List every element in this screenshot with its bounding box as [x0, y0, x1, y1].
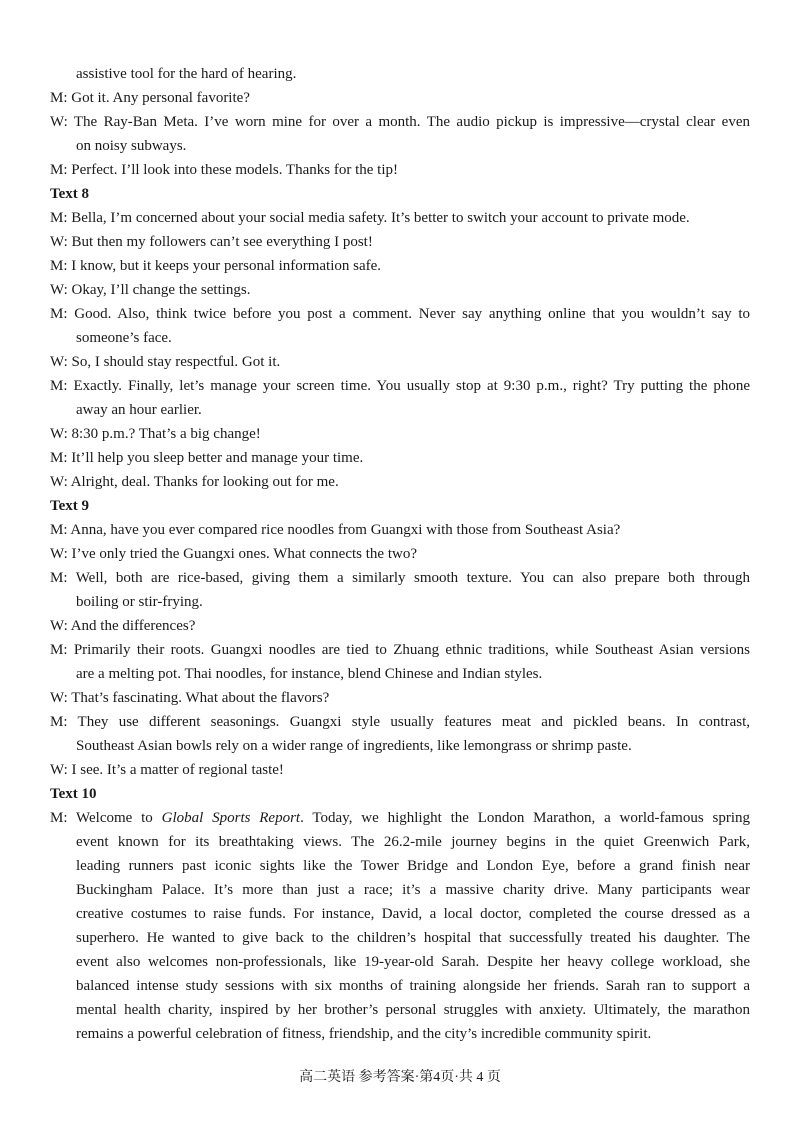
text9-line: boiling or stir-frying.	[76, 594, 203, 610]
text8-line: W: 8:30 p.m.? That’s a big change!	[50, 426, 261, 442]
text10-line: balanced intense study sessions with six months of training alongside her friends. Sarah ran to support a	[76, 978, 750, 994]
text10-line: superhero. He wanted to give back to the children’s hospital that successfully treated his daughter. The	[76, 930, 750, 946]
text9-line: W: I’ve only tried the Guangxi ones. What connects the two?	[50, 546, 417, 562]
text9-line: M: Well, both are rice-based, giving them a similarly smooth texture. You can also prepare both through	[50, 570, 750, 586]
text9-line: M: Primarily their roots. Guangxi noodles are tied to Zhuang ethnic traditions, while Southeast Asian versions	[50, 642, 750, 658]
text8-line: someone’s face.	[76, 330, 172, 346]
text10-line: remains a powerful celebration of fitness, friendship, and the city’s incredible community spirit.	[76, 1026, 652, 1042]
text8-line: W: Alright, deal. Thanks for looking out for me.	[50, 474, 339, 490]
text8-line: W: So, I should stay respectful. Got it.	[50, 354, 281, 370]
text10-line: creative costumes to raise funds. For instance, David, a local doctor, completed the course dressed as a	[76, 906, 750, 922]
text8-line: away an hour earlier.	[76, 402, 202, 418]
text10-line: Buckingham Palace. It’s more than just a race; it’s a massive charity drive. Many participants wear	[76, 882, 750, 898]
text7-tail-line-3b: on noisy subways.	[76, 138, 187, 154]
text9-line: W: And the differences?	[50, 618, 196, 634]
text8-line: M: Good. Also, think twice before you post a comment. Never say anything online that you wouldn’t say to	[50, 306, 750, 322]
text10-first-line-rest: . Today, we highlight the London Marathon, a world-famous spring	[300, 810, 751, 826]
text8-line: M: Exactly. Finally, let’s manage your screen time. You usually stop at 9:30 p.m., right? Try putting the phone	[50, 378, 750, 394]
text9-line: Southeast Asian bowls rely on a wider range of ingredients, like lemongrass or shrimp paste.	[76, 738, 632, 754]
text8-line: W: But then my followers can’t see everything I post!	[50, 234, 373, 250]
text7-tail-line-2: M: Got it. Any personal favorite?	[50, 90, 250, 106]
text7-tail-line-1: assistive tool for the hard of hearing.	[76, 66, 297, 82]
text8-heading: Text 8	[50, 186, 90, 202]
text9-line: W: I see. It’s a matter of regional taste!	[50, 762, 284, 778]
text7-tail-line-4: M: Perfect. I’ll look into these models. Thanks for the tip!	[50, 162, 398, 178]
text8-line: M: I know, but it keeps your personal information safe.	[50, 258, 382, 274]
text10-first-line	[50, 806, 750, 830]
text9-line: are a melting pot. Thai noodles, for instance, blend Chinese and Indian styles.	[76, 666, 543, 682]
text7-tail-line-3: W: The Ray-Ban Meta. I’ve worn mine for over a month. The audio pickup is impressive—crystal clear even	[50, 114, 750, 130]
transcript-content	[50, 62, 750, 1046]
show-title: Global Sports Report	[161, 810, 301, 826]
text10-speaker: M: Welcome to	[50, 810, 162, 826]
text9-line: M: They use different seasonings. Guangxi style usually features meat and pickled beans. In contrast,	[50, 714, 750, 730]
text10-line: mental health charity, inspired by her brother’s personal struggles with anxiety. Ultimately, the marathon	[76, 1002, 750, 1018]
text10-line: leading runners past iconic sights like the Tower Bridge and London Eye, before a grand finish near	[76, 858, 750, 874]
text9-line: W: That’s fascinating. What about the flavors?	[50, 690, 330, 706]
text9-heading: Text 9	[50, 498, 90, 514]
text10-heading: Text 10	[50, 786, 97, 802]
text10-line: event known for its breathtaking views. The 26.2-mile journey begins in the quiet Greenwich Park,	[76, 834, 750, 850]
text8-line: M: Bella, I’m concerned about your social media safety. It’s better to switch your account to private mode.	[50, 210, 690, 226]
text8-line: M: It’ll help you sleep better and manage your time.	[50, 450, 364, 466]
text8-line: W: Okay, I’ll change the settings.	[50, 282, 251, 298]
text9-line: M: Anna, have you ever compared rice noodles from Guangxi with those from Southeast Asia?	[50, 522, 621, 538]
page-footer: 高二英语 参考答案·第4页·共 4 页	[299, 1070, 501, 1085]
text10-line: event also welcomes non-professionals, like 19-year-old Sarah. Despite her heavy college workload, she	[76, 954, 750, 970]
